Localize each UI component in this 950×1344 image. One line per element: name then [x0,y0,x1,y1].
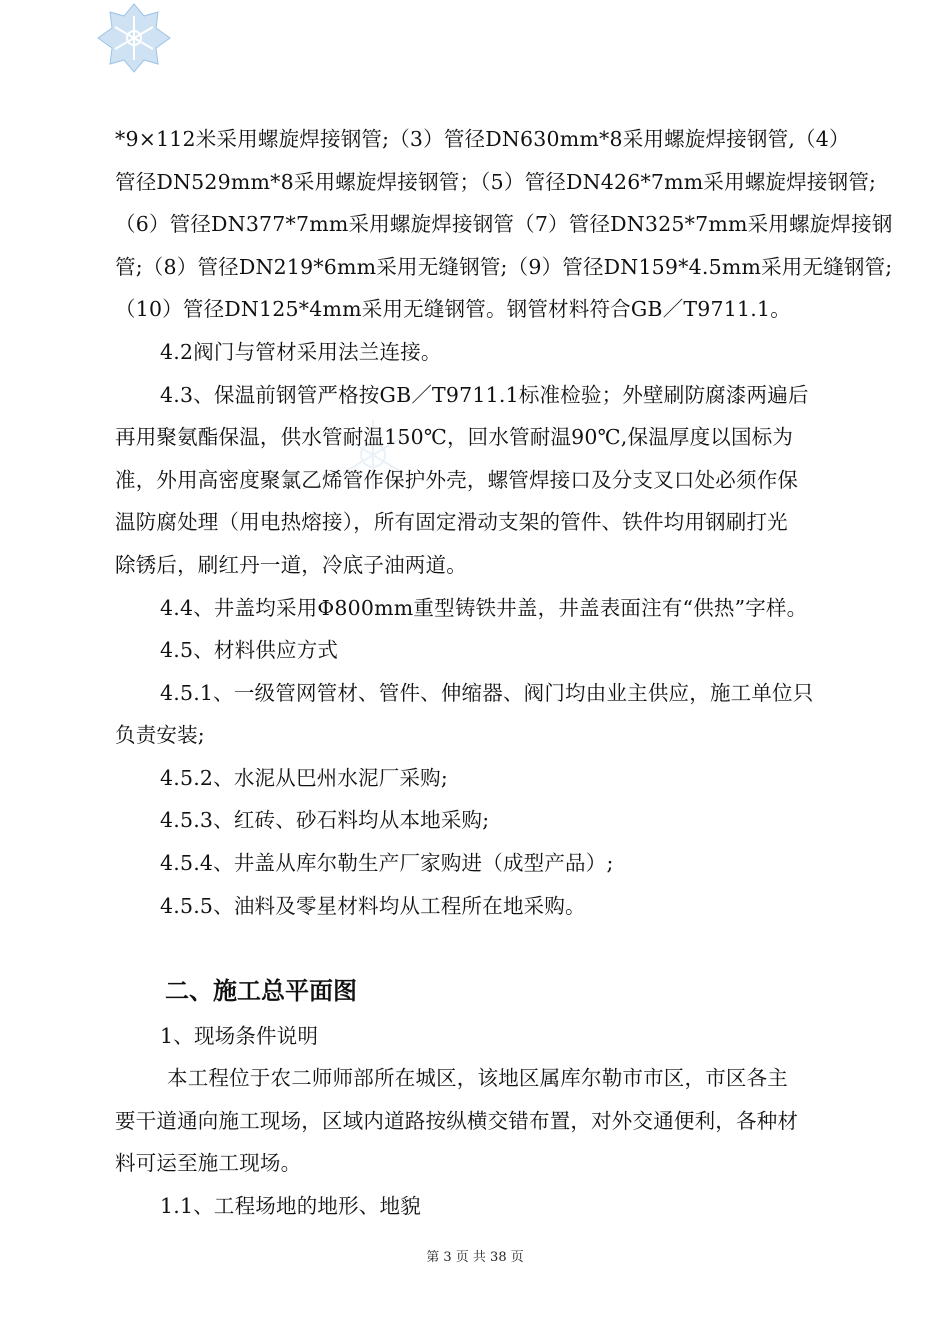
body-line: 温防腐处理（用电热熔接），所有固定滑动支架的管件、铁件均用钢刷打光 [115,510,788,534]
body-line: 料可运至施工现场。 [115,1151,302,1175]
body-line: 准，外用高密度聚氯乙烯管作保护外壳，螺管焊接口及分支叉口处必须作保 [115,468,799,492]
body-line: 1、现场条件说明 [160,1024,319,1048]
body-line: 本工程位于农二师师部所在城区，该地区属库尔勒市市区，市区各主 [167,1066,788,1090]
body-line: 除锈后，刷红丹一道，冷底子油两道。 [115,553,467,577]
body-line: （10）管径DN125*4mm采用无缝钢管。钢管材料符合GB／T9711.1。 [115,297,791,321]
body-line: （6）管径DN377*7mm采用螺旋焊接钢管（7）管径DN325*7mm采用螺旋焊接钢 [115,212,893,236]
body-line: 管径DN529mm*8采用螺旋焊接钢管；（5）管径DN426*7mm采用螺旋焊接钢管; [115,170,877,194]
body-line: 4.2阀门与管材采用法兰连接。 [160,340,442,364]
page-footer: 第 3 页 共 38 页 [426,1250,524,1265]
body-line: 1.1、工程场地的地形、地貌 [160,1194,421,1218]
body-line: 管;（8）管径DN219*6mm采用无缝钢管;（9）管径DN159*4.5mm采用无缝钢管; [115,255,893,279]
body-line: 再用聚氨酯保温，供水管耐温150℃，回水管耐温90℃,保温厚度以国标为 [115,425,794,449]
body-line: 负责安装; [115,723,205,747]
body-line: 4.5.1、一级管网管材、管件、伸缩器、阀门均由业主供应，施工单位只 [160,681,814,705]
body-line: 4.5.5、油料及零星材料均从工程所在地采购。 [160,894,586,918]
snowflake-logo-icon [96,2,172,74]
body-line: 4.5.4、井盖从库尔勒生产厂家购进（成型产品）; [160,851,614,875]
body-line: *9×112米采用螺旋焊接钢管;（3）管径DN630mm*8采用螺旋焊接钢管,（4） [115,127,850,151]
body-line: 4.3、保温前钢管严格按GB／T9711.1标准检验；外壁刷防腐漆两遍后 [160,383,809,407]
body-line: 4.5.2、水泥从巴州水泥厂采购; [160,766,448,790]
body-line: 要干道通向施工现场，区域内道路按纵横交错布置，对外交通便利，各种材 [115,1109,799,1133]
body-line: 4.5.3、红砖、砂石料均从本地采购; [160,808,490,832]
body-line: 4.4、井盖均采用Φ800mm重型铸铁井盖，井盖表面注有“供热”字样。 [160,596,808,620]
body-line: 4.5、材料供应方式 [160,638,339,662]
section-heading: 二、施工总平面图 [165,976,357,1005]
